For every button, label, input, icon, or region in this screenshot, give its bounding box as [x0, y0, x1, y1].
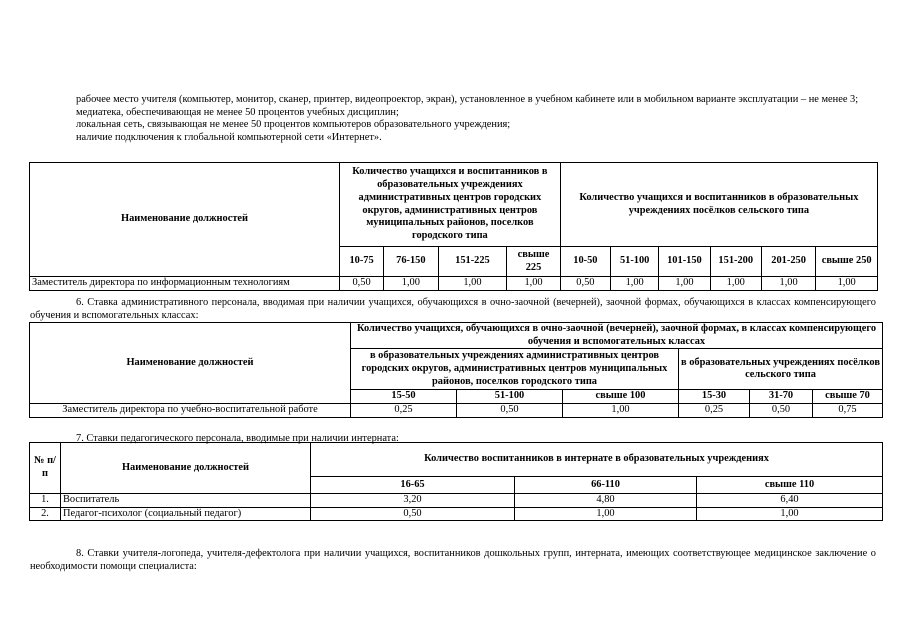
- row-num: 2.: [30, 507, 61, 521]
- cell-value: 0,50: [560, 277, 610, 291]
- cell-value: 6,40: [697, 494, 883, 508]
- range-header: 101-150: [659, 247, 710, 277]
- range-header: свыше 70: [813, 390, 883, 404]
- header-rural: Количество учащихся и воспитанников в образовательных учреждениях посёлков сельского типа: [560, 163, 877, 247]
- cell-value: 1,00: [384, 277, 438, 291]
- header-urban: Количество учащихся и воспитанников в образовательных учреждениях административных центров городских округов, административных центров муниципальных районов, поселков городского типа: [340, 163, 561, 247]
- range-header: 15-30: [679, 390, 750, 404]
- cell-value: 1,00: [438, 277, 507, 291]
- table-it-deputy: [29, 162, 878, 291]
- range-header: свыше 225: [507, 247, 560, 277]
- cell-value: 0,25: [679, 404, 750, 418]
- cell-value: 0,50: [311, 507, 515, 521]
- header-position: Наименование должностей: [30, 323, 351, 404]
- range-header: 16-65: [311, 477, 515, 494]
- row-position: Заместитель директора по информационным технологиям: [30, 277, 340, 291]
- row-position: Воспитатель: [61, 494, 311, 508]
- range-header: 151-200: [710, 247, 761, 277]
- paragraph-8: [30, 548, 876, 573]
- intro-line: медиатека, обеспечивающая не менее 50 процентов учебных дисциплин;: [76, 106, 399, 118]
- paragraph-text: 7. Ставки педагогического персонала, вводимые при наличии интерната:: [76, 433, 399, 444]
- intro-line: локальная сеть, связывающая не менее 50 процентов компьютеров образовательного учреждения;: [76, 119, 511, 131]
- header-num: № п/п: [30, 443, 61, 494]
- range-header: 51-100: [457, 390, 563, 404]
- row-position: Заместитель директора по учебно-воспитательной работе: [30, 404, 351, 418]
- range-header: свыше 100: [563, 390, 679, 404]
- paragraph-text: 8. Ставки учителя-логопеда, учителя-дефектолога при наличии учащихся, воспитанников дошкольных групп, интерната, имеющих соответствующее медицинское заключение о необходимости помощи специалиста:: [30, 548, 876, 572]
- table-row: [30, 507, 883, 521]
- range-header: 31-70: [750, 390, 813, 404]
- row-num: 1.: [30, 494, 61, 508]
- table-row: [30, 404, 883, 418]
- range-header: 151-225: [438, 247, 507, 277]
- cell-value: 1,00: [659, 277, 710, 291]
- cell-value: 1,00: [611, 277, 659, 291]
- range-header: 10-50: [560, 247, 610, 277]
- range-header: 15-50: [351, 390, 457, 404]
- cell-value: 3,20: [311, 494, 515, 508]
- cell-value: 1,00: [515, 507, 697, 521]
- header-position: Наименование должностей: [30, 163, 340, 277]
- cell-value: 1,00: [697, 507, 883, 521]
- cell-value: 4,80: [515, 494, 697, 508]
- range-header: 201-250: [761, 247, 815, 277]
- cell-value: 0,50: [340, 277, 384, 291]
- cell-value: 0,25: [351, 404, 457, 418]
- cell-value: 1,00: [816, 277, 878, 291]
- cell-value: 0,50: [457, 404, 563, 418]
- cell-value: 1,00: [710, 277, 761, 291]
- intro-line: наличие подключения к глобальной компьютерной сети «Интернет».: [76, 132, 382, 144]
- cell-value: 0,50: [750, 404, 813, 418]
- range-header: 76-150: [384, 247, 438, 277]
- intro-line: рабочее место учителя (компьютер, монитор, сканер, принтер, видеопроектор, экран), установленное в учебном кабинете или в мобильном варианте эксплуатации – не менее 3;: [76, 94, 859, 105]
- range-header: 10-75: [340, 247, 384, 277]
- cell-value: 0,75: [813, 404, 883, 418]
- cell-value: 1,00: [507, 277, 560, 291]
- paragraph-text: 6. Ставка административного персонала, вводимая при наличии учащихся, обучающихся в очно-заочной (вечерней), заочной формах, обучающихся в классах компенсирующего обучения и вспомогательных классах:: [30, 297, 876, 321]
- row-position: Педагог-психолог (социальный педагог): [61, 507, 311, 521]
- cell-value: 1,00: [761, 277, 815, 291]
- range-header: 51-100: [611, 247, 659, 277]
- header-group: Количество воспитанников в интернате в образовательных учреждениях: [311, 443, 883, 477]
- table-row: [30, 494, 883, 508]
- header-group: Количество учащихся, обучающихся в очно-заочной (вечерней), заочной формах, в классах компенсирующего обучения и вспомогательных классах: [351, 323, 883, 349]
- header-rural: в образовательных учреждениях посёлков сельского типа: [679, 349, 883, 390]
- table-evening-deputy: [29, 322, 883, 418]
- intro-text: [30, 94, 876, 145]
- range-header: свыше 110: [697, 477, 883, 494]
- table-row: [30, 277, 878, 291]
- range-header: 66-110: [515, 477, 697, 494]
- header-urban: в образовательных учреждениях административных центров городских округов, административных центров муниципальных районов, поселков городского типа: [351, 349, 679, 390]
- header-position: Наименование должностей: [61, 443, 311, 494]
- table-boarding-staff: [29, 442, 883, 521]
- range-header: свыше 250: [816, 247, 878, 277]
- paragraph-6: [30, 297, 876, 322]
- cell-value: 1,00: [563, 404, 679, 418]
